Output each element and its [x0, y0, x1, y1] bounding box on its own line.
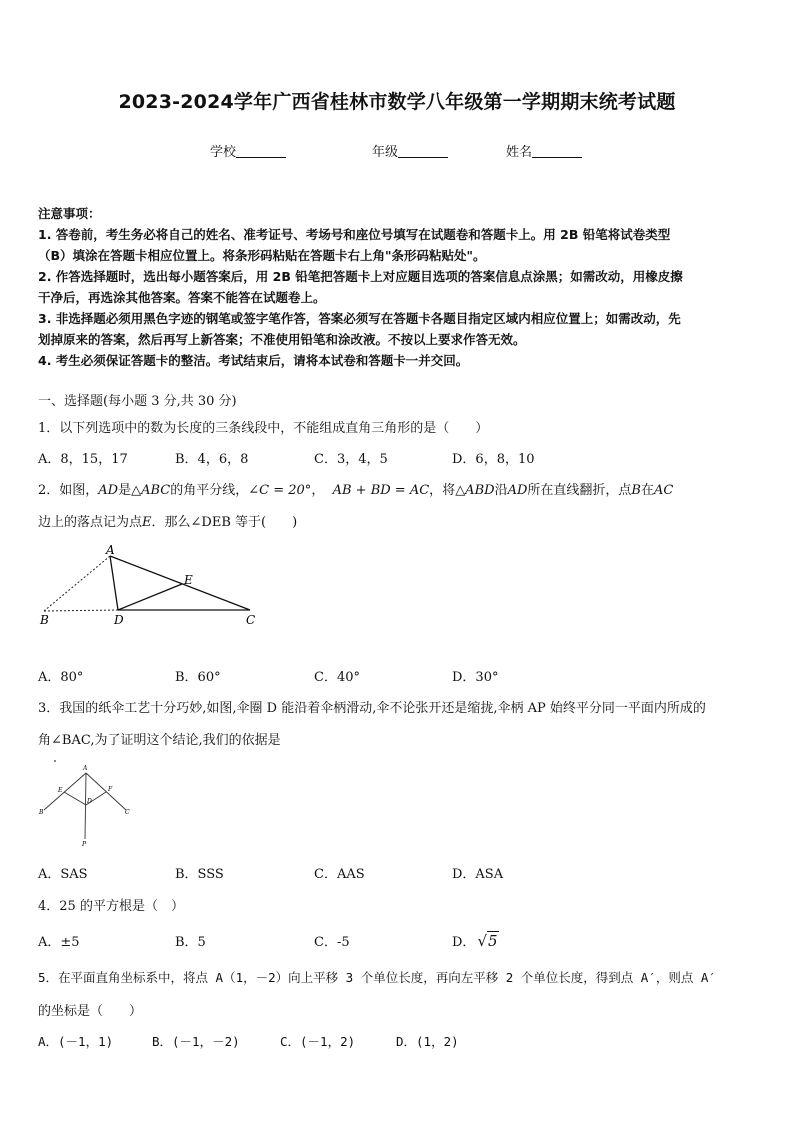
segment-bd-dashed: [44, 610, 118, 611]
strut-ed: [64, 792, 86, 805]
q3-stem-line1: 3．我国的纸伞工艺十分巧妙,如图,伞圈 D 能沿着伞柄滑动,伞不论张开还是缩拢,伞柄 AP 始终平分同一平面内所成的: [38, 701, 706, 716]
notice-line: 1. 答卷前，考生务必将自己的姓名、准考证号、考场号和座位号填写在试题卷和答题卡上。用 2B 铅笔将试卷类型: [38, 227, 671, 242]
q5-stem-line1: 5．在平面直角坐标系中，将点 A（1，－2）向上平移 3 个单位长度，再向左平移 2 个单位长度，得到点 A′，则点 A′: [38, 970, 716, 985]
q1-option-c[interactable]: C．3，4，5: [314, 452, 388, 467]
label-b: B: [40, 613, 49, 627]
page-title: 2023-2024学年广西省桂林市数学八年级第一学期期末统考试题: [118, 91, 676, 113]
q2-stem-line2: [38, 511, 297, 530]
label-f: F: [108, 786, 113, 793]
rib-ac: [86, 773, 126, 810]
segment-ac: [110, 556, 250, 610]
q2-text: 沿: [494, 483, 508, 498]
q2-option-a[interactable]: A．80°: [38, 670, 84, 685]
label-a: A: [106, 543, 115, 557]
label-d: D: [87, 798, 92, 805]
shaft-ap: [85, 773, 86, 839]
q4-option-a[interactable]: A．±5: [38, 935, 80, 950]
label-c: C: [246, 613, 256, 627]
notice-line: 3. 非选择题必须用黑色字迹的钢笔或签字笔作答，答案必须写在答题卡各题目指定区域内相应位置上；如需改动，先: [38, 311, 681, 326]
q2-math: △ABD: [455, 483, 495, 498]
q1-option-d[interactable]: D．6，8，10: [452, 452, 535, 467]
notice-heading: 注意事项：: [38, 206, 101, 221]
label-e: E: [184, 573, 193, 587]
q2-text: 边上的落点记为点: [38, 515, 143, 530]
q2-math: AC: [653, 483, 674, 498]
q2-text: 在: [640, 483, 654, 498]
q3-option-c[interactable]: C．AAS: [314, 867, 365, 882]
label-e: E: [58, 787, 63, 794]
q1-option-b[interactable]: B．4，6，8: [175, 452, 249, 467]
q2-math: ∠C = 20°: [248, 483, 312, 498]
q3-option-d[interactable]: D．ASA: [452, 867, 504, 882]
segment-de: [118, 584, 182, 610]
school-blank[interactable]: [236, 144, 286, 158]
q4-stem: 4．25 的平方根是（ ）: [38, 899, 184, 914]
segment-ab-dashed: [44, 556, 110, 611]
grade-blank[interactable]: [398, 144, 448, 158]
q2-text: ，将: [429, 483, 456, 498]
q2-math: E: [142, 515, 152, 530]
notice-line: 干净后，再选涂其他答案。答案不能答在试题卷上。: [38, 290, 326, 305]
q4-option-d-label: D．: [452, 935, 476, 950]
notice-line: 划掉原来的答案，然后再写上新答案；不准使用铅笔和涂改液。不按以上要求作答无效。: [38, 332, 526, 347]
label-c: C: [125, 809, 130, 816]
sqrt-radicand: 5: [488, 932, 498, 950]
q2-text: 的角平分线，: [170, 483, 249, 498]
q4-option-b[interactable]: B．5: [175, 935, 206, 950]
q2-text: 2．如图，: [38, 483, 99, 498]
grade-field: [372, 141, 448, 160]
q3-figure: [36, 755, 146, 850]
q1-stem: 1．以下列选项中的数为长度的三条线段中，不能组成直角三角形的是（ ）: [38, 421, 489, 436]
q2-text: ，: [311, 483, 325, 498]
q2-math: B: [631, 483, 641, 498]
school-label: 学校: [210, 145, 237, 160]
label-p: P: [82, 841, 87, 848]
q2-text: 所在直线翻折，点: [527, 483, 632, 498]
q3-option-a[interactable]: A．SAS: [38, 867, 88, 882]
stray-dot: [54, 760, 56, 762]
q2-stem-line1: [38, 479, 673, 498]
name-field: [506, 141, 582, 160]
notice-line: 2. 作答选择题时，选出每小题答案后，用 2B 铅笔把答题卡上对应题目选项的答案信息点涂黑；如需改动，用橡皮擦: [38, 269, 683, 284]
q5-stem-line2: 的坐标是（ ）: [38, 1004, 143, 1019]
q2-option-d[interactable]: D．30°: [452, 670, 499, 685]
label-a: A: [83, 765, 88, 772]
q2-figure: [36, 540, 266, 630]
rib-ab: [44, 773, 86, 810]
q2-option-c[interactable]: C．40°: [314, 670, 360, 685]
label-b: B: [39, 809, 44, 816]
q5-option-b[interactable]: B．(－1，－2): [152, 1034, 240, 1049]
q1-option-a[interactable]: A．8，15，17: [38, 452, 128, 467]
q5-option-a[interactable]: A．(－1，1): [38, 1034, 114, 1049]
segment-ad: [110, 556, 118, 610]
section-heading: 一、选择题(每小题 3 分,共 30 分): [38, 394, 237, 409]
q2-text: 是: [118, 483, 132, 498]
name-label: 姓名: [506, 145, 533, 160]
q2-math: AB + BD = AC: [332, 483, 430, 498]
name-blank[interactable]: [532, 144, 582, 158]
q2-math: △ABC: [131, 483, 171, 498]
q3-option-b[interactable]: B．SSS: [175, 867, 224, 882]
q3-stem-line2: 角∠BAC,为了证明这个结论,我们的依据是: [38, 733, 281, 748]
q4-option-c[interactable]: C．-5: [314, 935, 350, 950]
label-d: D: [114, 613, 124, 627]
sqrt-icon: √5: [477, 932, 498, 950]
school-field: [210, 141, 286, 160]
q4-option-d[interactable]: [452, 931, 499, 950]
q2-text: ．那么∠DEB 等于( ): [151, 515, 298, 530]
q5-option-c[interactable]: C．(－1，2): [280, 1034, 356, 1049]
q5-option-d[interactable]: D．(1，2): [396, 1034, 459, 1049]
q2-option-b[interactable]: B．60°: [175, 670, 221, 685]
notice-line: 4. 考生必须保证答题卡的整洁。考试结束后，请将本试卷和答题卡一并交回。: [38, 353, 469, 368]
q2-math: AD: [98, 483, 119, 498]
grade-label: 年级: [372, 145, 399, 160]
notice-line: （B）填涂在答题卡相应位置上。将条形码粘贴在答题卡右上角"条形码粘贴处"。: [38, 248, 486, 263]
q2-math: AD: [507, 483, 528, 498]
